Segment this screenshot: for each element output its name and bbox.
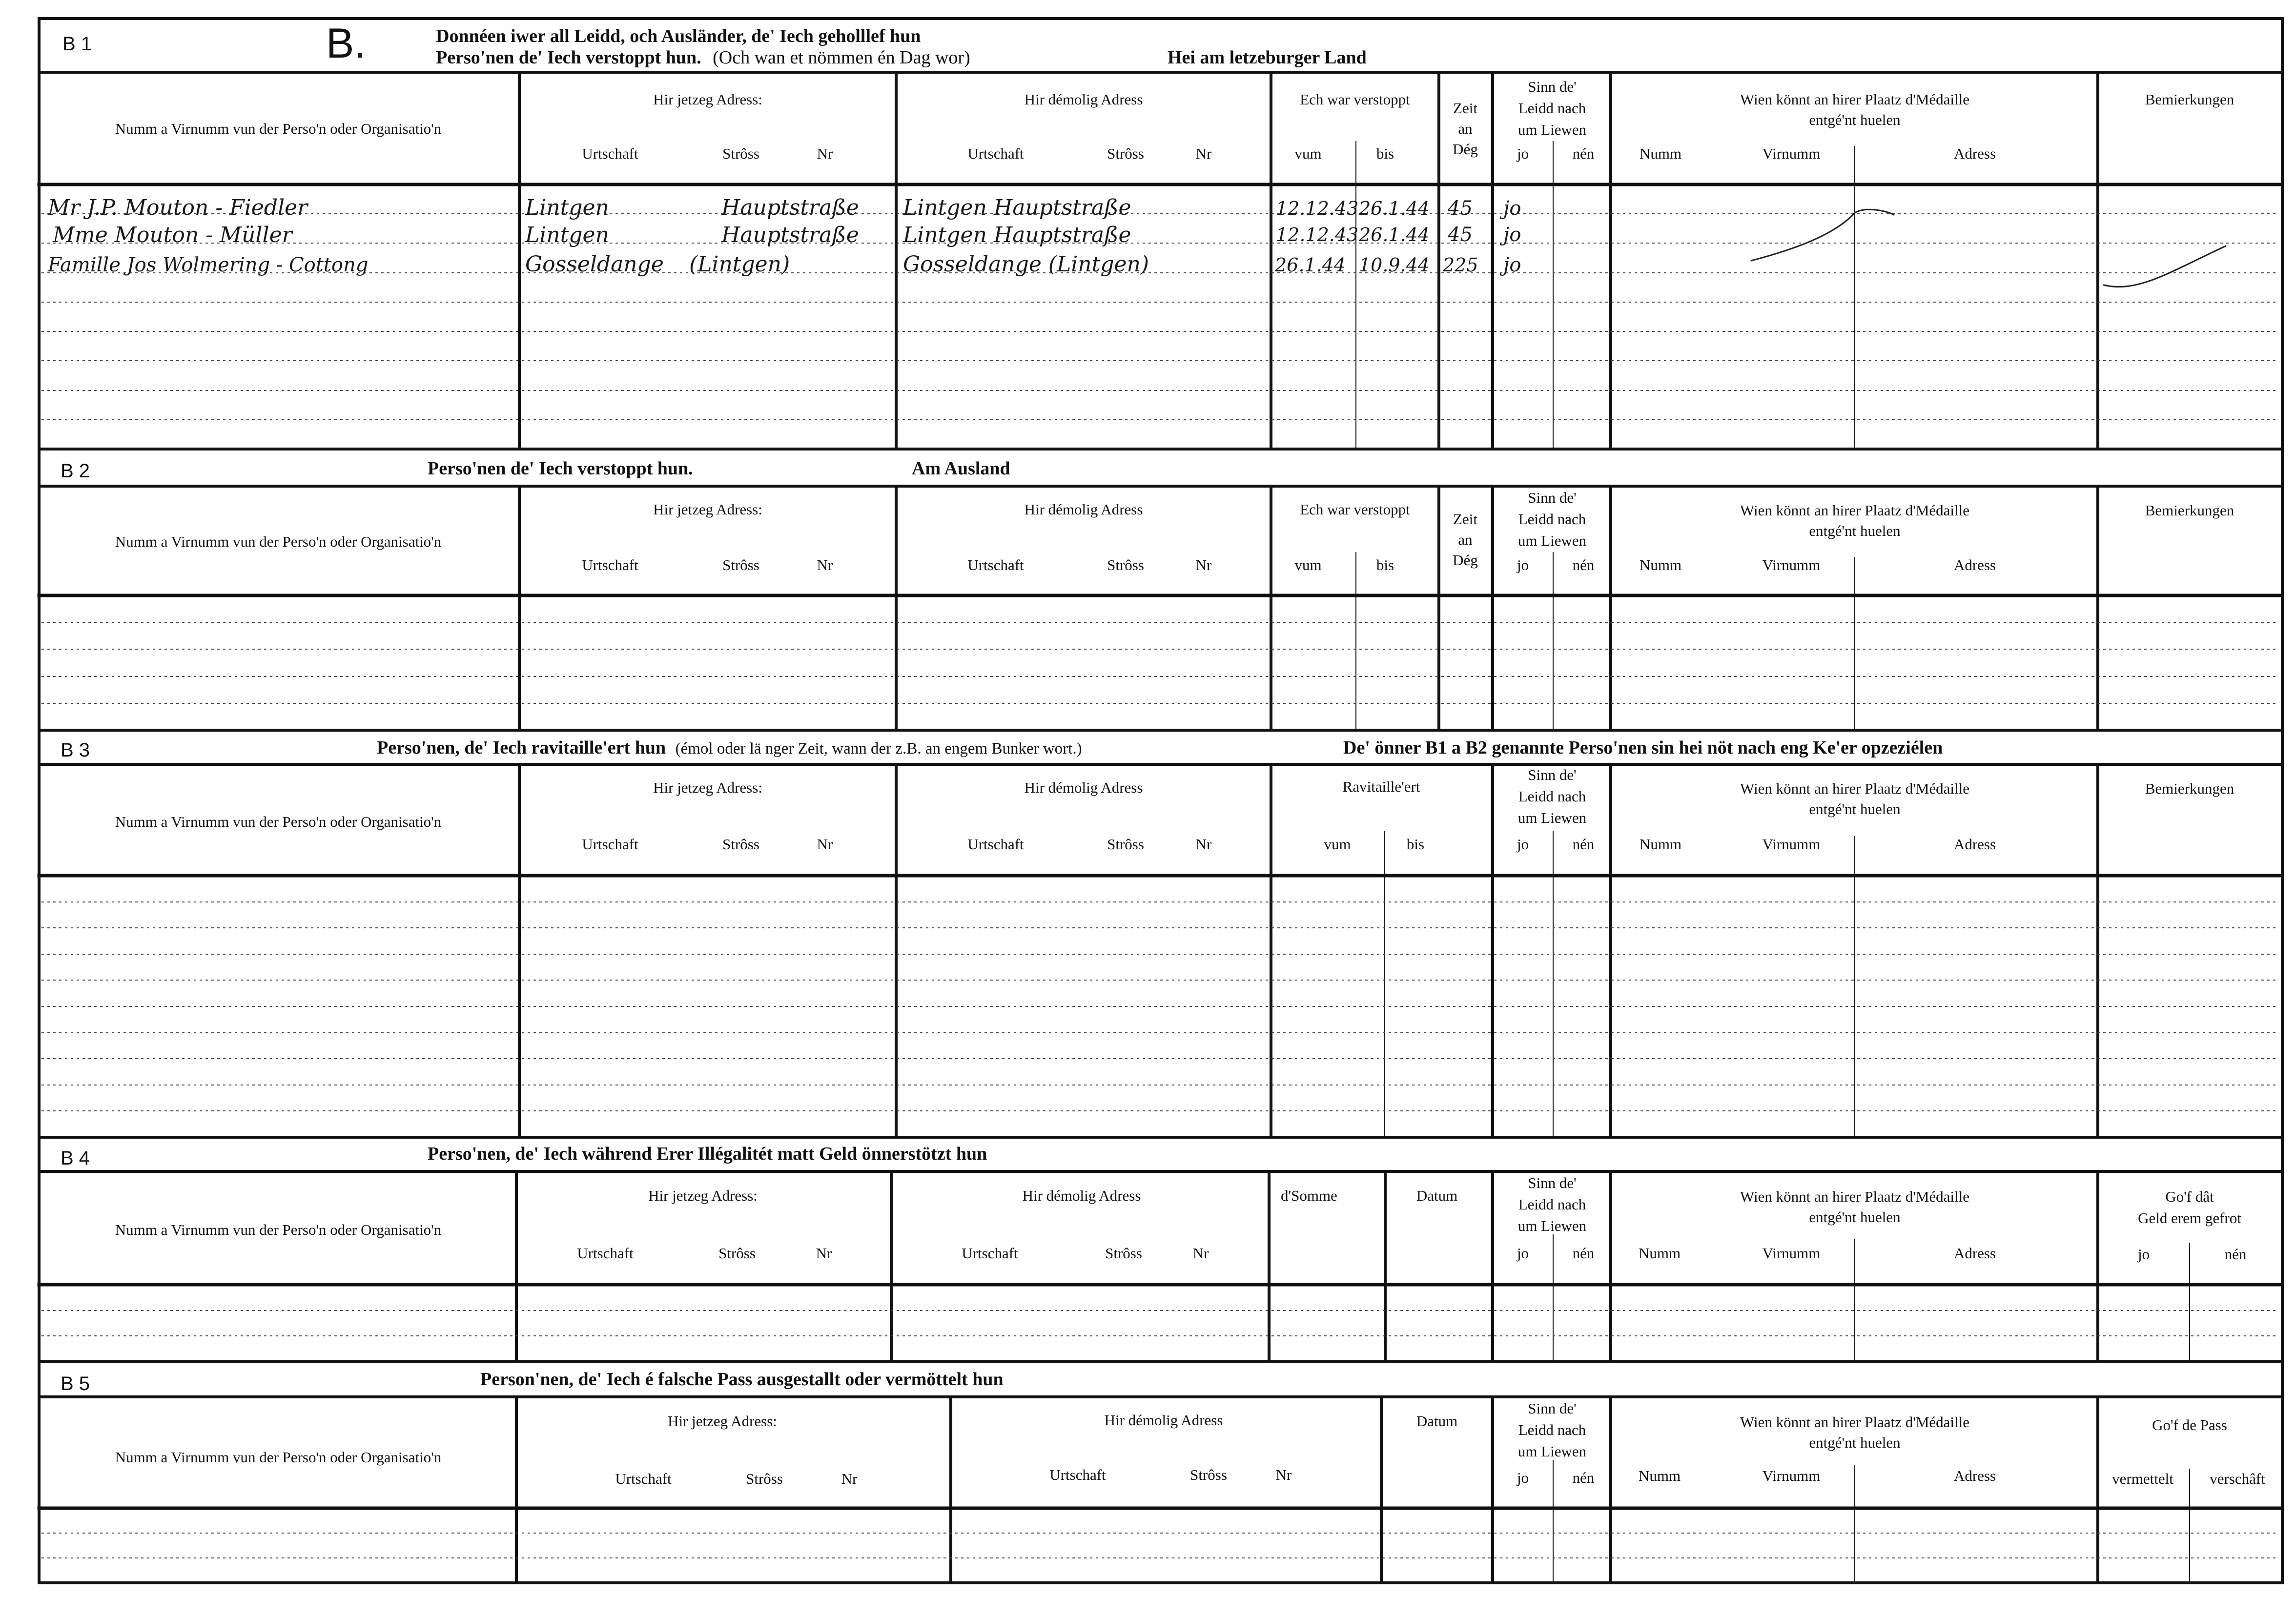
b3-m-name: Numm (1639, 836, 1682, 853)
entry-2-risk: jo (1503, 224, 1521, 246)
section-b1 (39, 20, 2282, 449)
b5-risk-1: Sinn de' (1528, 1400, 1577, 1417)
b4-sum: d'Somme (1281, 1187, 1337, 1204)
b1-m-addr: Adress (1953, 145, 1996, 162)
b3-risk-1: Sinn de' (1528, 766, 1577, 783)
entry-1-name: Mr J.P. Mouton - Fiedler (48, 195, 308, 220)
b2-cur-town: Urtschaft (582, 556, 638, 573)
b4-col-current: Hir jetzeg Adress: (648, 1187, 758, 1204)
b3-fmr-town: Urtschaft (967, 836, 1024, 853)
outer-frame (39, 19, 2282, 1583)
b5-cur-street: Strôss (746, 1470, 783, 1487)
handwritten-entries (47, 195, 1521, 277)
section-b4 (39, 1144, 2282, 1362)
b5-risk-2: Leidd nach (1518, 1421, 1586, 1438)
b3-col-former: Hir démolig Adress (1024, 779, 1143, 796)
b4-risk-2: Leidd nach (1518, 1196, 1586, 1213)
section-b2 (39, 458, 2282, 730)
b2-col-name: Numm a Virnumm vun der Perso'n oder Organisatio'n (115, 533, 442, 550)
b4-id: B 4 (61, 1147, 90, 1169)
b2-fmr-town: Urtschaft (967, 556, 1024, 573)
b5-yes: jo (1517, 1469, 1529, 1486)
b4-col-name: Numm a Virnumm vun der Perso'n oder Organisatio'n (115, 1221, 442, 1238)
b2-col-former: Hir démolig Adress (1024, 501, 1143, 518)
b2-risk-3: um Liewen (1517, 532, 1587, 549)
b3-medal-2: entgé'nt huelen (1809, 800, 1901, 818)
b1-from: vum (1294, 145, 1322, 162)
b3-title: Perso'nen, de' Iech ravitaille'ert hun (émol oder lä nger Zeit, wann der z.B. an engem Bunker wort.) (377, 737, 1082, 758)
b1-subtitle: Perso'nen de' Iech verstoppt hun. (Och wan et nömmen én Dag wor) (436, 47, 970, 68)
b4-fmr-street: Strôss (1105, 1245, 1142, 1262)
b1-cur-town: Urtschaft (582, 145, 638, 162)
b3-from: vum (1324, 836, 1351, 853)
b2-yes: jo (1517, 556, 1529, 573)
b3-col-name: Numm a Virnumm vun der Perso'n oder Organisatio'n (115, 813, 442, 830)
b1-risk-1: Sinn de' (1528, 78, 1577, 95)
b3-cur-town: Urtschaft (582, 836, 638, 853)
b1-medal-2: entgé'nt huelen (1809, 111, 1901, 128)
b3-cur-street: Strôss (722, 836, 759, 853)
dotted-row-lines (42, 214, 2279, 1558)
entry-3-name: Famille Jos Wolmering - Cottong (48, 254, 369, 276)
entry-1-street: Hauptstraße (721, 195, 859, 220)
entry-1-from: 12.12.43 (1276, 198, 1359, 219)
b3-risk-3: um Liewen (1517, 809, 1587, 826)
b1-days-1: Zeit (1453, 100, 1477, 117)
b2-title-right: Am Ausland (912, 458, 1010, 479)
entry-3-town: Gosseldange (525, 252, 664, 277)
b3-cur-nr: Nr (817, 836, 833, 853)
entry-1-town: Lintgen (525, 195, 609, 220)
b3-title-right: De' önner B1 a B2 genannte Perso'nen sin hei nöt nach eng Ke'er opzeziélen (1343, 737, 1943, 758)
b5-id: B 5 (61, 1373, 90, 1394)
b1-id: B 1 (62, 33, 92, 55)
b3-remarks: Bemierkungen (2145, 780, 2234, 797)
b5-medal-2: entgé'nt huelen (1809, 1434, 1901, 1451)
b1-cur-nr: Nr (817, 145, 833, 162)
b5-m-addr: Adress (1953, 1467, 1996, 1484)
b5-col-current: Hir jetzeg Adress: (668, 1413, 777, 1430)
b4-returned-2: Geld erem gefrot (2138, 1209, 2241, 1227)
b1-medal-1: Wien könnt an hirer Plaatz d'Médaille (1740, 91, 1970, 108)
b5-m-first: Virnumm (1762, 1467, 1821, 1484)
b2-medal-1: Wien könnt an hirer Plaatz d'Médaille (1740, 502, 1970, 519)
b3-header (115, 766, 2234, 853)
entry-3-former: Gosseldange (Lintgen) (903, 252, 1149, 277)
b4-risk-1: Sinn de' (1528, 1174, 1577, 1191)
b1-to: bis (1376, 145, 1394, 162)
b1-fmr-nr: Nr (1195, 145, 1212, 162)
b3-no: nén (1572, 836, 1595, 853)
entry-3-risk: jo (1503, 254, 1521, 276)
b4-returned-1: Go'f dât (2165, 1188, 2214, 1205)
b2-m-first: Virnumm (1762, 556, 1821, 573)
b2-to: bis (1376, 556, 1394, 573)
b1-col-former: Hir démolig Adress (1024, 91, 1143, 108)
b2-days-1: Zeit (1453, 511, 1477, 528)
b4-risk-3: um Liewen (1517, 1217, 1587, 1234)
b5-fmr-street: Strôss (1190, 1466, 1227, 1483)
b2-fmr-street: Strôss (1107, 556, 1144, 573)
entry-2-street: Hauptstraße (721, 223, 859, 247)
entry-3-to: 10.9.44 (1359, 254, 1430, 276)
b4-medal-1: Wien könnt an hirer Plaatz d'Médaille (1740, 1188, 1970, 1205)
b4-date: Datum (1416, 1187, 1458, 1204)
b3-m-first: Virnumm (1762, 836, 1821, 853)
section-b5 (39, 1369, 2282, 1583)
b1-header (115, 78, 2234, 162)
b2-remarks: Bemierkungen (2145, 502, 2234, 519)
b5-col-name: Numm a Virnumm vun der Perso'n oder Organisatio'n (115, 1449, 442, 1466)
b2-id: B 2 (61, 460, 90, 482)
b5-risk-3: um Liewen (1517, 1443, 1587, 1460)
b2-risk-1: Sinn de' (1528, 489, 1577, 506)
b5-header (115, 1400, 2265, 1487)
b5-no: nén (1572, 1469, 1595, 1486)
b1-risk-2: Leidd nach (1518, 100, 1586, 117)
b1-yes: jo (1517, 145, 1529, 162)
b1-col-name: Numm a Virnumm vun der Perso'n oder Organisatio'n (115, 120, 442, 137)
medal-column-stroke (1751, 209, 1894, 261)
b4-header (115, 1174, 2247, 1263)
b3-risk-2: Leidd nach (1518, 788, 1586, 805)
b4-col-former: Hir démolig Adress (1022, 1187, 1141, 1204)
b3-m-addr: Adress (1953, 836, 1996, 853)
b2-header (115, 489, 2234, 573)
entry-3-from: 26.1.44 (1275, 254, 1346, 276)
entry-1-risk: jo (1503, 197, 1521, 220)
b2-risk-2: Leidd nach (1518, 511, 1586, 528)
b1-col-period: Ech war verstoppt (1300, 91, 1410, 108)
b3-medal-1: Wien könnt an hirer Plaatz d'Médaille (1740, 780, 1970, 797)
b2-title: Perso'nen de' Iech verstoppt hun. (428, 458, 693, 479)
b2-m-name: Numm (1639, 556, 1682, 573)
b1-no: nén (1572, 145, 1595, 162)
b1-m-name: Numm (1639, 145, 1682, 162)
b3-yes: jo (1517, 836, 1529, 853)
b2-fmr-nr: Nr (1195, 556, 1212, 573)
b4-m-first: Virnumm (1762, 1245, 1821, 1262)
b5-medal-1: Wien könnt an hirer Plaatz d'Médaille (1740, 1413, 1970, 1431)
b1-risk-3: um Liewen (1517, 121, 1587, 138)
b4-title: Perso'nen, de' Iech während Erer Illégalitét matt Geld önnerstötzt hun (428, 1144, 987, 1164)
b4-fmr-town: Urtschaft (962, 1245, 1018, 1262)
b4-yes: jo (1517, 1245, 1529, 1262)
entry-2-from: 12.12.43 (1276, 224, 1359, 246)
b4-fmr-nr: Nr (1192, 1245, 1209, 1262)
entry-3-street: (Lintgen) (689, 252, 790, 277)
b4-no: nén (1572, 1245, 1595, 1262)
b3-col-period: Ravitaille'ert (1342, 778, 1420, 795)
b4-medal-2: entgé'nt huelen (1809, 1208, 1901, 1226)
b4-cur-nr: Nr (816, 1245, 832, 1262)
b4-cur-street: Strôss (718, 1245, 756, 1262)
remarks-column-stroke (2104, 246, 2226, 287)
b5-mediated: vermettelt (2112, 1470, 2173, 1487)
pen-strokes (1751, 209, 2226, 287)
b1-subtitle-right: Hei am letzeburger Land (1168, 47, 1367, 68)
section-b3 (39, 737, 2282, 1137)
b2-from: vum (1294, 556, 1322, 573)
entry-2-to: 26.1.44 (1359, 224, 1430, 246)
b5-fmr-town: Urtschaft (1049, 1466, 1106, 1483)
b4-ret-no: nén (2224, 1246, 2247, 1263)
b1-fmr-town: Urtschaft (967, 145, 1024, 162)
b2-days-3: Dég (1453, 552, 1478, 569)
b2-m-addr: Adress (1953, 556, 1996, 573)
b5-cur-town: Urtschaft (615, 1470, 672, 1487)
entry-2-former: Lintgen Hauptstraße (903, 223, 1131, 247)
b3-col-current: Hir jetzeg Adress: (653, 779, 762, 796)
entry-1-former: Lintgen Hauptstraße (903, 195, 1131, 220)
b3-id: B 3 (61, 739, 90, 761)
b4-m-name: Numm (1638, 1245, 1681, 1262)
b4-ret-yes: jo (2137, 1246, 2150, 1263)
b2-days-2: an (1458, 531, 1473, 548)
b1-letter: B. (326, 20, 366, 67)
b1-cur-street: Strôss (722, 145, 759, 162)
b1-col-current: Hir jetzeg Adress: (653, 91, 762, 108)
b5-m-name: Numm (1638, 1467, 1681, 1484)
entry-2-town: Lintgen (525, 223, 609, 247)
b2-no: nén (1572, 556, 1595, 573)
entry-1-to: 26.1.44 (1359, 198, 1430, 219)
b3-fmr-nr: Nr (1195, 836, 1212, 853)
b2-col-period: Ech war verstoppt (1300, 501, 1410, 518)
b2-col-current: Hir jetzeg Adress: (653, 501, 762, 518)
b1-fmr-street: Strôss (1107, 145, 1144, 162)
b5-title: Person'nen, de' Iech é falsche Pass ausgestallt oder vermöttelt hun (480, 1369, 1004, 1390)
b2-cur-street: Strôss (722, 556, 759, 573)
b2-medal-2: entgé'nt huelen (1809, 522, 1901, 539)
b5-sold: verschâft (2210, 1470, 2265, 1487)
b4-cur-town: Urtschaft (577, 1245, 634, 1262)
b1-title: Donnéen iwer all Leidd, och Ausländer, de' Iech geholllef hun (436, 26, 921, 46)
b5-cur-nr: Nr (841, 1470, 858, 1487)
b3-to: bis (1406, 836, 1425, 853)
b5-date: Datum (1416, 1413, 1458, 1430)
b5-col-former: Hir démolig Adress (1104, 1412, 1223, 1429)
entry-1-days: 45 (1448, 197, 1473, 220)
b2-cur-nr: Nr (817, 556, 833, 573)
b1-remarks: Bemierkungen (2145, 91, 2234, 108)
entry-3-days: 225 (1443, 254, 1478, 276)
entry-2-name: Mme Mouton - Müller (53, 223, 292, 247)
b3-fmr-street: Strôss (1107, 836, 1144, 853)
b5-fmr-nr: Nr (1275, 1466, 1292, 1483)
b1-m-first: Virnumm (1762, 145, 1821, 162)
entry-2-days: 45 (1448, 224, 1473, 246)
b1-days-3: Dég (1453, 141, 1478, 158)
b4-m-addr: Adress (1953, 1245, 1996, 1262)
b5-pass: Go'f de Pass (2152, 1416, 2227, 1433)
b1-days-2: an (1458, 120, 1473, 137)
